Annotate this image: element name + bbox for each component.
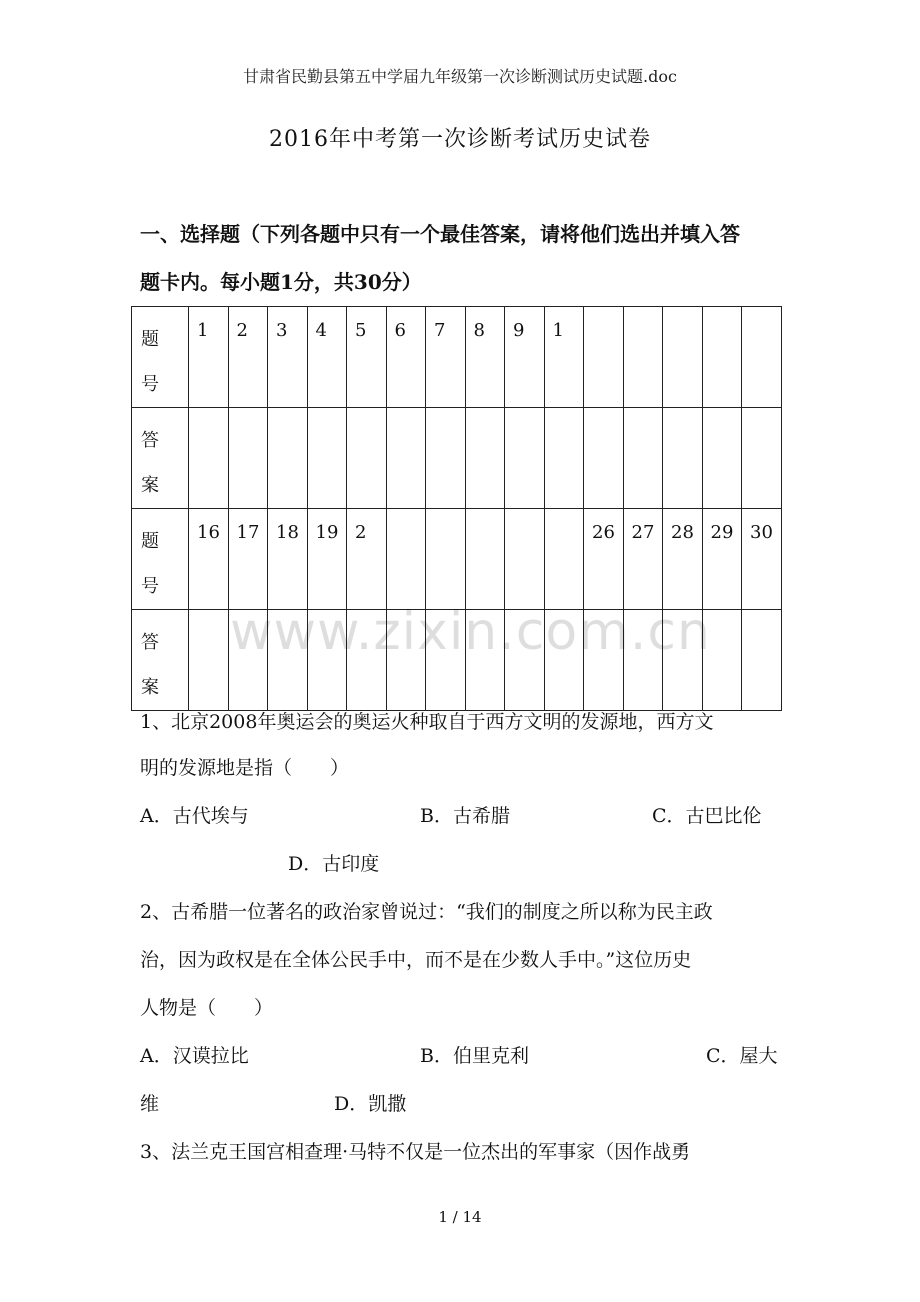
question-number-cell — [742, 307, 782, 408]
answer-cell[interactable] — [426, 408, 466, 509]
page-number: 1 / 14 — [438, 1208, 482, 1226]
question-number-cell — [663, 307, 703, 408]
question-number-row-1 — [132, 307, 782, 408]
section-heading-line-1: 一、选择题（下列各题中只有一个最佳答案，请将他们选出并填入答 — [140, 222, 740, 246]
question-2-line-2: 治，因为政权是在全体公民手中，而不是在少数人手中。”这位历史 — [140, 949, 692, 971]
site-watermark: www.zixin.com.cn — [230, 602, 711, 662]
question-number-cell — [465, 509, 505, 610]
question-number-row-2 — [132, 509, 782, 610]
document-filename-header: 甘肃省民勤县第五中学届九年级第一次诊断测试历史试题.doc — [243, 67, 677, 86]
row-label-question-number: 题 号 — [132, 509, 189, 610]
answer-cell[interactable] — [663, 408, 703, 509]
answer-cell[interactable] — [386, 408, 426, 509]
question-1-option-d[interactable]: D．古印度 — [288, 853, 380, 875]
question-number-cell: 1 — [189, 307, 229, 408]
question-number-cell: 7 — [426, 307, 466, 408]
question-2-option-b[interactable]: B．伯里克利 — [420, 1045, 529, 1067]
question-number-cell: 19 — [307, 509, 347, 610]
row-label-answer: 答 案 — [132, 408, 189, 509]
question-1-line-2: 明的发源地是指（ ） — [140, 757, 350, 779]
question-number-cell: 5 — [347, 307, 387, 408]
answer-cell[interactable] — [623, 408, 663, 509]
question-number-cell — [584, 307, 624, 408]
question-number-cell: 17 — [228, 509, 268, 610]
row-label-question-number: 题 号 — [132, 307, 189, 408]
question-number-cell: 3 — [268, 307, 308, 408]
question-2-option-c-continued: 维 — [140, 1093, 160, 1115]
question-number-cell: 29 — [702, 509, 742, 610]
question-number-cell: 26 — [584, 509, 624, 610]
question-number-cell: 2 — [347, 509, 387, 610]
question-number-cell: 27 — [623, 509, 663, 610]
question-2-option-a[interactable]: A．汉谟拉比 — [140, 1045, 249, 1067]
question-number-cell — [426, 509, 466, 610]
question-number-cell — [544, 509, 584, 610]
answer-cell[interactable] — [228, 408, 268, 509]
question-number-cell: 1 — [544, 307, 584, 408]
answer-cell[interactable] — [584, 408, 624, 509]
question-number-cell — [505, 509, 545, 610]
row-label-answer: 答 案 — [132, 610, 189, 711]
question-number-cell: 2 — [228, 307, 268, 408]
question-number-cell — [386, 509, 426, 610]
question-number-cell: 4 — [307, 307, 347, 408]
answer-cell[interactable] — [189, 408, 229, 509]
question-1-option-c[interactable]: C．古巴比伦 — [652, 805, 762, 827]
question-number-cell: 6 — [386, 307, 426, 408]
answer-cell[interactable] — [742, 408, 782, 509]
question-2-line-1: 2、古希腊一位著名的政治家曾说过：“我们的制度之所以称为民主政 — [140, 901, 713, 923]
question-number-cell: 9 — [505, 307, 545, 408]
question-number-cell: 28 — [663, 509, 703, 610]
answer-cell[interactable] — [347, 408, 387, 509]
question-2-option-c[interactable]: C．屋大 — [706, 1045, 778, 1067]
question-number-cell — [702, 307, 742, 408]
question-2-option-d[interactable]: D．凯撒 — [334, 1093, 407, 1115]
section-heading-line-2: 题卡内。每小题1分，共30分） — [140, 270, 422, 294]
question-number-cell — [623, 307, 663, 408]
answer-cell[interactable] — [268, 408, 308, 509]
question-1-option-b[interactable]: B．古希腊 — [420, 805, 510, 827]
answer-cell[interactable] — [189, 610, 229, 711]
answer-cell[interactable] — [307, 408, 347, 509]
question-number-cell: 8 — [465, 307, 505, 408]
answer-cell[interactable] — [702, 408, 742, 509]
question-3-line-1: 3、法兰克王国宫相查理·马特不仅是一位杰出的军事家（因作战勇 — [140, 1141, 691, 1163]
answer-cell[interactable] — [505, 408, 545, 509]
question-1-line-1: 1、北京2008年奥运会的奥运火种取自于西方文明的发源地，西方文 — [140, 711, 714, 733]
answer-row-1 — [132, 408, 782, 509]
question-number-cell: 18 — [268, 509, 308, 610]
answer-cell[interactable] — [544, 408, 584, 509]
question-number-cell: 30 — [742, 509, 782, 610]
question-2-line-3: 人物是（ ） — [140, 997, 274, 1019]
question-1-option-a[interactable]: A．古代埃与 — [140, 805, 249, 827]
exam-title: 2016年中考第一次诊断考试历史试卷 — [269, 127, 651, 152]
answer-cell[interactable] — [742, 610, 782, 711]
question-number-cell: 16 — [189, 509, 229, 610]
answer-cell[interactable] — [465, 408, 505, 509]
